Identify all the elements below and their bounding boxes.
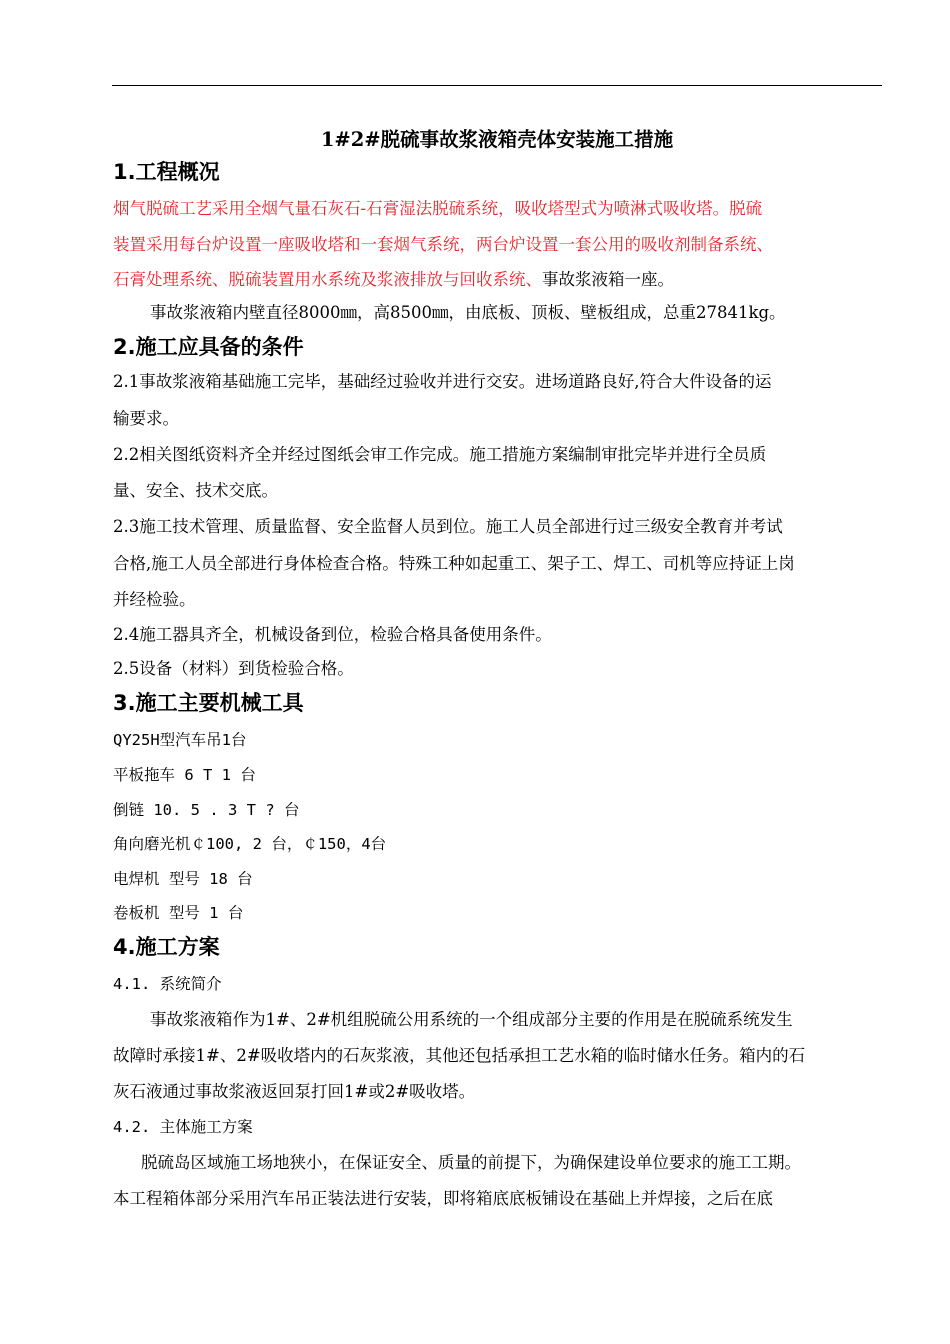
section-2-line: 2.5设备（材料）到货检验合格。 bbox=[113, 659, 354, 678]
subsection-4-2-heading: 4.2. 主体施工方案 bbox=[113, 1118, 253, 1136]
subsection-4-1-line: 故障时承接1#、2#吸收塔内的石灰浆液，其他还包括承担工艺水箱的临时储水任务。箱内的石 bbox=[113, 1046, 806, 1065]
document-title: 1#2#脱硫事故浆液箱壳体安装施工措施 bbox=[320, 128, 674, 151]
subsection-4-2-line: 本工程箱体部分采用汽车吊正装法进行安装，即将箱底底板铺设在基础上并焊接，之后在底 bbox=[113, 1189, 773, 1208]
subsection-4-1-line: 灰石液通过事故浆液返回泵打回1#或2#吸收塔。 bbox=[113, 1082, 476, 1101]
section-2-line: 2.4施工器具齐全，机械设备到位，检验合格具备使用条件。 bbox=[113, 625, 552, 644]
section-3-heading: 3.施工主要机械工具 bbox=[113, 691, 304, 715]
tool-list-item: QY25H型汽车吊1台 bbox=[113, 731, 247, 749]
section-2-line: 2.1事故浆液箱基础施工完毕，基础经过验收并进行交安。进场道路良好,符合大件设备的运 bbox=[113, 372, 772, 391]
tool-list-item: 电焊机 型号 18 台 bbox=[113, 870, 253, 888]
tool-list-item: 倒链 10. 5 . 3 T ? 台 bbox=[113, 801, 300, 819]
tool-list-item: 卷板机 型号 1 台 bbox=[113, 904, 244, 922]
section-4-heading: 4.施工方案 bbox=[113, 935, 220, 959]
section-2-line: 2.3施工技术管理、质量监督、安全监督人员到位。施工人员全部进行过三级安全教育并考试 bbox=[113, 517, 783, 536]
section-2-line: 合格,施工人员全部进行身体检查合格。特殊工种如起重工、架子工、焊工、司机等应持证上岗 bbox=[113, 554, 795, 573]
subsection-4-2-line: 脱硫岛区域施工场地狭小，在保证安全、质量的前提下，为确保建设单位要求的施工工期。 bbox=[141, 1153, 801, 1172]
section-1-red-line-2: 装置采用每台炉设置一座吸收塔和一套烟气系统，两台炉设置一套公用的吸收剂制备系统、 bbox=[113, 235, 773, 254]
header-rule bbox=[112, 85, 882, 86]
section-2-line: 量、安全、技术交底。 bbox=[113, 481, 278, 500]
section-1-heading: 1.工程概况 bbox=[113, 160, 220, 184]
subsection-4-1-line: 事故浆液箱作为1#、2#机组脱硫公用系统的一个组成部分主要的作用是在脱硫系统发生 bbox=[150, 1010, 793, 1029]
section-1-tail: 事故浆液箱一座。 bbox=[542, 270, 674, 289]
section-2-heading: 2.施工应具备的条件 bbox=[113, 335, 304, 359]
tool-list-item: 平板拖车 6 T 1 台 bbox=[113, 766, 256, 784]
section-1-red-line-3: 石膏处理系统、脱硫装置用水系统及浆液排放与回收系统、 bbox=[113, 270, 542, 289]
section-2-line: 2.2相关图纸资料齐全并经过图纸会审工作完成。施工措施方案编制审批完毕并进行全员质 bbox=[113, 445, 767, 464]
tool-list-item: 角向磨光机￠100, 2 台，￠150，4台 bbox=[113, 835, 387, 853]
section-1-line-3 bbox=[113, 270, 674, 290]
section-1-red-line-1: 烟气脱硫工艺采用全烟气量石灰石-石膏湿法脱硫系统，吸收塔型式为喷淋式吸收塔。脱硫 bbox=[113, 199, 763, 218]
section-1-para-2: 事故浆液箱内壁直径8000㎜，高8500㎜，由底板、顶板、壁板组成，总重27841kg。 bbox=[150, 303, 786, 322]
section-2-line: 并经检验。 bbox=[113, 590, 196, 609]
section-2-line: 输要求。 bbox=[113, 409, 179, 428]
subsection-4-1-heading: 4.1. 系统简介 bbox=[113, 975, 222, 993]
